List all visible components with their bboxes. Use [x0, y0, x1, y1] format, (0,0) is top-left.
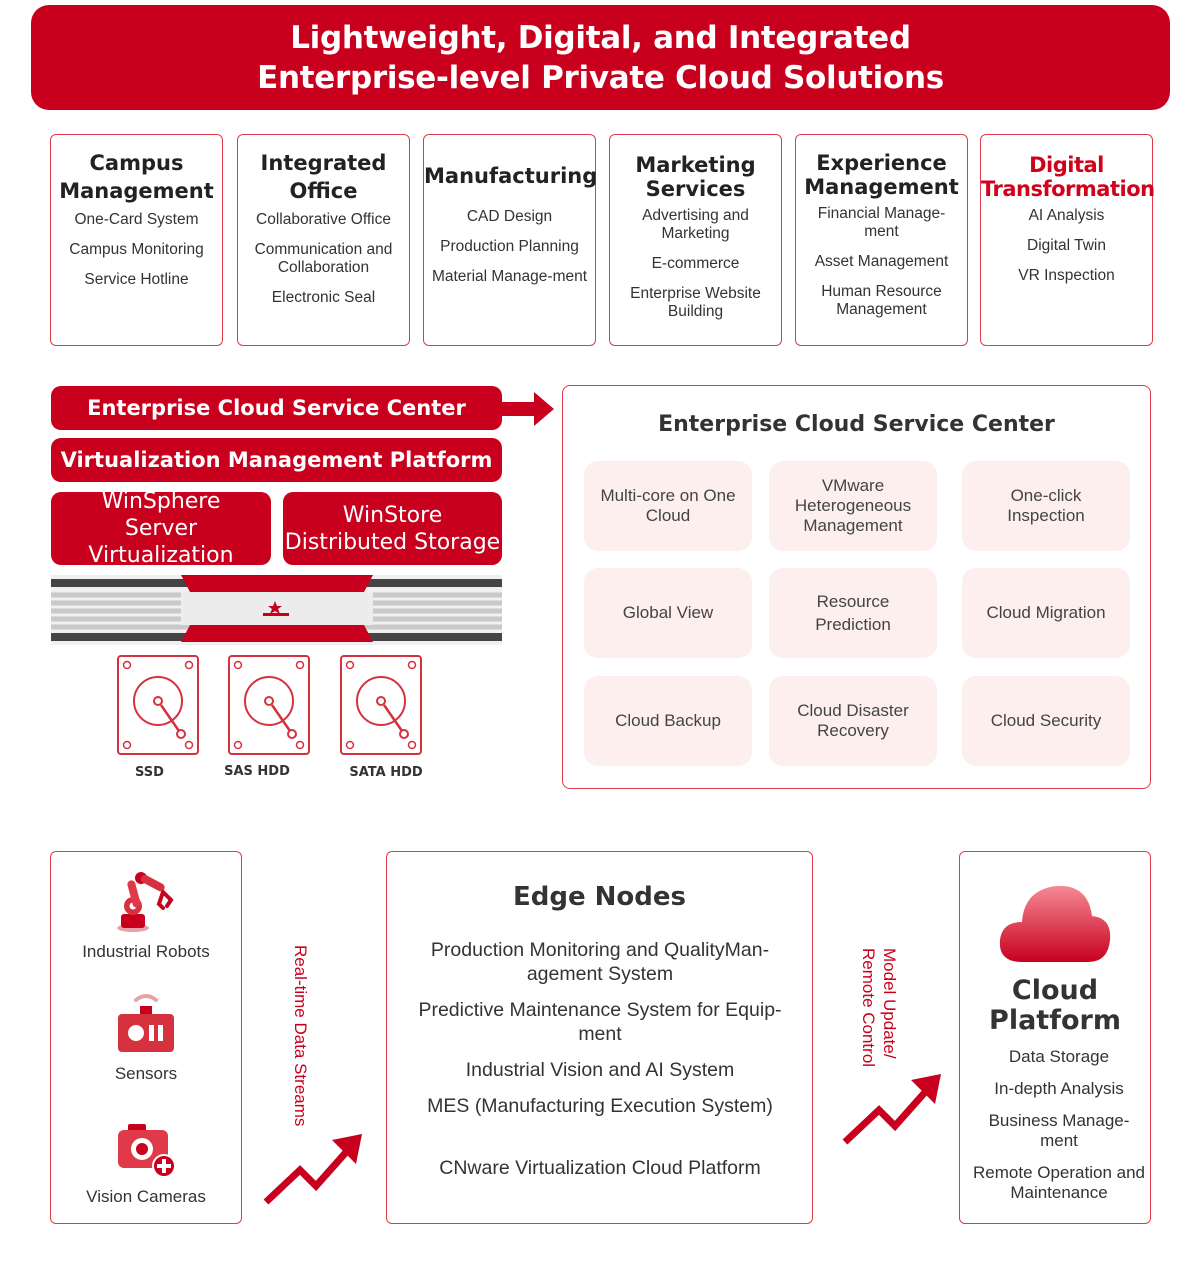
- cloud-platform-item: In-depth Analysis: [994, 1079, 1124, 1098]
- header-title-line-2: Enterprise-level Private Cloud Solutions: [257, 59, 944, 96]
- service-cell: Global View: [584, 568, 752, 658]
- category-item: Digital Twin: [1027, 237, 1106, 254]
- virtualization-management-platform-bar: Virtualization Management Platform: [51, 438, 502, 482]
- category-item: Collaborative Office: [256, 211, 391, 228]
- category-title: Manufacturing: [424, 164, 598, 188]
- disk-label-sas-hdd: SAS HDD: [224, 764, 290, 779]
- winstore-distributed-storage-box: WinStore Distributed Storage: [283, 492, 502, 565]
- category-card-digital-transformation: [980, 134, 1153, 346]
- category-item: Campus Monitoring: [69, 241, 204, 258]
- industrial-robot-icon: [113, 870, 179, 934]
- edge-node-item: CNware Virtualization Cloud Platform: [439, 1157, 761, 1179]
- data-streams-label: Real-time Data Streams: [291, 945, 310, 1127]
- category-item: E-commerce: [651, 255, 740, 272]
- category-title: Campus Management: [59, 151, 214, 203]
- arrow-right-icon: [500, 392, 556, 426]
- sas-hdd-disk-icon: [228, 655, 310, 755]
- service-cell: VMware Heterogeneous Management: [769, 461, 937, 551]
- category-item: Material Manage-ment: [431, 268, 588, 285]
- category-item: Service Hotline: [84, 271, 189, 288]
- enterprise-cloud-service-center-bar: Enterprise Cloud Service Center: [51, 386, 502, 430]
- cloud-platform-item: Business Manage-ment: [988, 1111, 1130, 1150]
- device-label-vision-cameras: Vision Cameras: [86, 1187, 206, 1206]
- edge-node-item: MES (Manufacturing Execution System): [427, 1095, 773, 1117]
- category-item: CAD Design: [466, 208, 553, 225]
- device-label-industrial-robots: Industrial Robots: [82, 942, 210, 961]
- service-cell: One-click Inspection: [962, 461, 1130, 551]
- cloud-platform-item: Data Storage: [1008, 1047, 1110, 1066]
- camera-icon: [116, 1120, 178, 1180]
- category-card-integrated-office: [237, 134, 410, 346]
- service-cell: Cloud Disaster Recovery: [769, 676, 937, 766]
- category-card-campus-management: [50, 134, 223, 346]
- disk-label-ssd: SSD: [135, 765, 164, 780]
- edge-node-item: Production Monitoring and QualityMan-agement System: [430, 939, 770, 985]
- category-item: Production Planning: [440, 238, 579, 255]
- edge-node-item: Predictive Maintenance System for Equip-ment: [418, 999, 782, 1045]
- service-cell: Cloud Security: [962, 676, 1130, 766]
- category-item: VR Inspection: [1018, 267, 1115, 284]
- sata-hdd-disk-icon: [340, 655, 422, 755]
- page-header: [31, 5, 1170, 110]
- service-center-title: Enterprise Cloud Service Center: [658, 412, 1055, 437]
- header-title-line-1: Lightweight, Digital, and Integrated: [290, 19, 911, 56]
- category-title: Marketing Services: [635, 153, 756, 201]
- category-title: Integrated Office: [260, 151, 387, 203]
- storage-server-illustration: [51, 575, 502, 788]
- device-label-sensors: Sensors: [114, 1064, 178, 1083]
- category-item: One-Card System: [74, 211, 199, 228]
- category-title: Experience Management: [804, 151, 959, 199]
- service-cell: Cloud Migration: [962, 568, 1130, 658]
- sensor-icon: [116, 992, 176, 1056]
- edge-node-item: Industrial Vision and AI System: [465, 1059, 735, 1081]
- category-item: Electronic Seal: [271, 289, 376, 306]
- cloud-icon: [996, 882, 1114, 964]
- trend-arrow-icon: [841, 1072, 945, 1148]
- category-title: Digital Transformation: [981, 153, 1155, 201]
- category-item: Advertising and Marketing: [642, 207, 749, 242]
- model-update-label: Model Update/ Remote Control: [859, 948, 899, 1068]
- category-item: Enterprise Website Building: [630, 285, 761, 320]
- category-card-manufacturing: [423, 134, 596, 346]
- service-cell: Resource Prediction: [769, 568, 937, 658]
- edge-nodes-title: Edge Nodes: [512, 882, 686, 912]
- winsphere-server-virtualization-box: WinSphere Server Virtualization: [51, 492, 271, 565]
- category-item: Communication and Collaboration: [254, 241, 393, 276]
- trend-arrow-icon: [262, 1132, 366, 1208]
- cloud-platform-title: Cloud Platform: [989, 975, 1121, 1036]
- category-item: Human Resource Management: [821, 283, 942, 318]
- category-card-experience-management: [795, 134, 968, 346]
- category-item: Asset Management: [814, 253, 949, 270]
- ssd-disk-icon: [117, 655, 199, 755]
- category-item: AI Analysis: [1028, 207, 1105, 224]
- cloud-platform-item: Remote Operation and Maintenance: [973, 1163, 1145, 1202]
- service-cell: Multi-core on One Cloud: [584, 461, 752, 551]
- category-item: Financial Manage-ment: [817, 205, 946, 240]
- service-cell: Cloud Backup: [584, 676, 752, 766]
- category-card-marketing-services: [609, 134, 782, 346]
- disk-label-sata-hdd: SATA HDD: [349, 765, 423, 780]
